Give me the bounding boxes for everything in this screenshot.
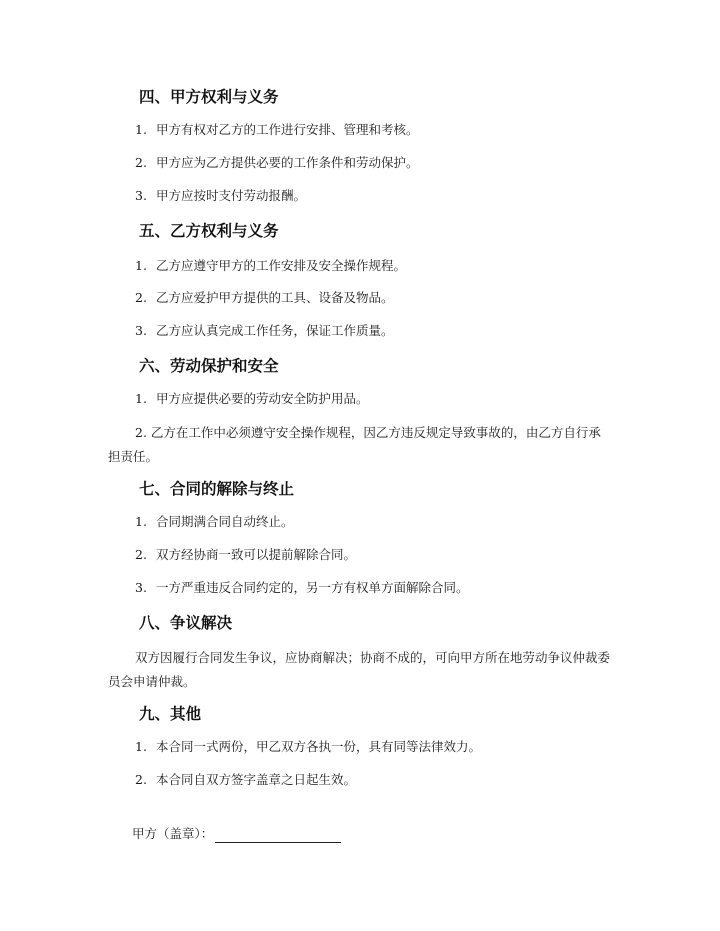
item-text: 甲方应为乙方提供必要的工作条件和劳动保护。 [156,155,419,170]
item-number: 2. [135,547,147,562]
item-text: 甲方应按时支付劳动报酬。 [156,188,307,203]
signature-line[interactable] [215,829,341,843]
list-item [135,513,294,531]
item-text: 合同期满合同自动终止。 [156,514,294,529]
item-number: 1. [135,258,147,273]
list-item [135,289,394,307]
section-heading-4: 四、甲方权利与义务 [139,88,279,106]
list-item [135,121,419,139]
item-number: 1. [135,739,147,754]
paragraph-item: 双方因履行合同发生争议，应协商解决；协商不成的，可向甲方所在地劳动争议仲裁委员会申请仲裁。 [108,650,611,689]
list-item [135,322,394,340]
item-text: 双方经协商一致可以提前解除合同。 [156,547,357,562]
list-item [135,579,469,597]
item-number: 1. [135,122,147,137]
signature-label: 甲方（盖章）： [132,826,214,841]
list-item [135,738,481,756]
item-number: 3. [135,188,147,203]
item-text: 甲方有权对乙方的工作进行安排、管理和考核。 [156,122,419,137]
section-heading-6: 六、劳动保护和安全 [139,357,279,375]
item-text: 甲方应提供必要的劳动安全防护用品。 [156,391,369,406]
item-number: 2. [135,772,147,787]
list-item [135,154,419,172]
item-number: 1. [135,514,147,529]
list-item [135,546,356,564]
item-text: 乙方应遵守甲方的工作安排及安全操作规程。 [156,258,407,273]
list-item [135,390,369,408]
item-number: 1. [135,391,147,406]
list-item [135,257,406,275]
section-heading-8: 八、争议解决 [139,614,233,632]
item-text: 乙方应认真完成工作任务，保证工作质量。 [156,323,394,338]
section-heading-5: 五、乙方权利与义务 [139,222,279,240]
section-heading-9: 九、其他 [139,705,202,723]
section-heading-7: 七、合同的解除与终止 [139,480,295,498]
item-number: 2. [135,155,147,170]
signature-block [132,825,341,843]
item-text: 一方严重违反合同约定的，另一方有权单方面解除合同。 [156,580,469,595]
list-item [135,771,356,789]
list-item [135,187,306,205]
item-text: 本合同自双方签字盖章之日起生效。 [156,772,357,787]
item-number: 3. [135,323,147,338]
item-number: 3. [135,580,147,595]
item-number: 2. [135,290,147,305]
paragraph-item: 2. 乙方在工作中必须遵守安全操作规程，因乙方违反规定导致事故的，由乙方自行承担责任。 [108,425,601,464]
item-text: 本合同一式两份，甲乙双方各执一份，具有同等法律效力。 [156,739,482,754]
item-text: 乙方应爱护甲方提供的工具、设备及物品。 [156,290,394,305]
